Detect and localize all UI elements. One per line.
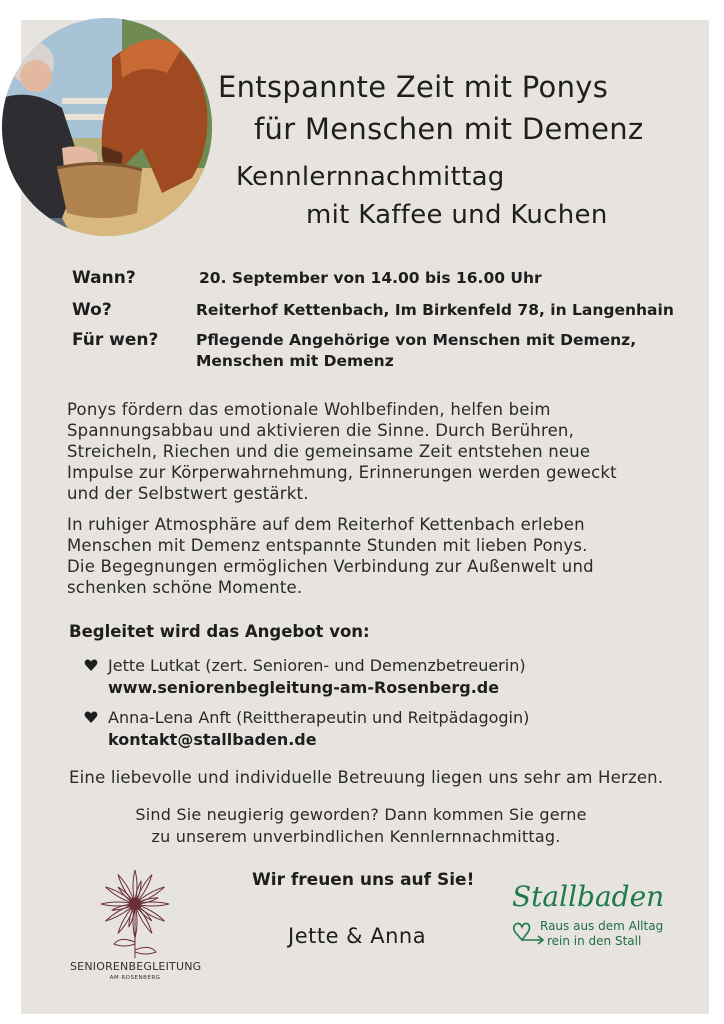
when-label: Wann? bbox=[72, 268, 136, 288]
invitation-text bbox=[0, 804, 724, 848]
subtitle-line-1: Kennlernnachmittag bbox=[236, 162, 505, 192]
where-value: Reiterhof Kettenbach, Im Birkenfeld 78, in Langenhain bbox=[196, 301, 674, 319]
logo-right-tagline-1: Raus aus dem Alltag bbox=[540, 919, 664, 933]
paragraph-line: und der Selbstwert gestärkt. bbox=[67, 484, 309, 503]
paragraph-line: In ruhiger Atmosphäre auf dem Reiterhof Kettenbach erleben bbox=[67, 515, 585, 534]
welcome-text: Wir freuen uns auf Sie! bbox=[252, 870, 475, 890]
heart-icon bbox=[84, 710, 98, 724]
person-name: Anna-Lena Anft (Reittherapeutin und Reitpädagogin) bbox=[108, 708, 530, 727]
invitation-line-1: Sind Sie neugierig geworden? Dann kommen Sie gerne bbox=[135, 805, 587, 824]
photo-woman-feeding-pony bbox=[2, 18, 212, 236]
when-value: 20. September von 14.00 bis 16.00 Uhr bbox=[199, 269, 542, 287]
accompanied-title: Begleitet wird das Angebot von: bbox=[69, 622, 370, 641]
who-value-line-1: Pflegende Angehörige von Menschen mit Demenz, bbox=[196, 331, 637, 349]
paragraph-benefits bbox=[67, 399, 687, 504]
logo-right-tagline-2: rein in den Stall bbox=[547, 934, 642, 948]
paragraph-line: Impulse zur Körperwahrnehmung, Erinnerungen werden geweckt bbox=[67, 463, 617, 482]
paragraph-line: schenken schöne Momente. bbox=[67, 578, 303, 597]
subtitle-line-2: mit Kaffee und Kuchen bbox=[306, 200, 608, 230]
website-link[interactable]: www.seniorenbegleitung-am-Rosenberg.de bbox=[108, 678, 500, 697]
paragraph-line: Streicheln, Riechen und die gemeinsame Zeit entstehen neue bbox=[67, 442, 591, 461]
email-link[interactable]: kontakt@stallbaden.de bbox=[108, 730, 317, 749]
paragraph-line: Menschen mit Demenz entspannte Stunden mit lieben Ponys. bbox=[67, 536, 588, 555]
paragraph-line: Ponys fördern das emotionale Wohlbefinden, helfen beim bbox=[67, 400, 551, 419]
closing-text: Eine liebevolle und individuelle Betreuung liegen uns sehr am Herzen. bbox=[69, 768, 664, 787]
title-line-1: Entspannte Zeit mit Ponys bbox=[218, 70, 609, 104]
signature: Jette & Anna bbox=[288, 924, 427, 948]
paragraph-line: Die Begegnungen ermöglichen Verbindung zur Außenwelt und bbox=[67, 557, 594, 576]
invitation-line-2: zu unserem unverbindlichen Kennlernnachmittag. bbox=[151, 827, 561, 846]
who-label: Für wen? bbox=[72, 330, 159, 350]
person-name: Jette Lutkat (zert. Senioren- und Demenzbetreuerin) bbox=[108, 656, 526, 675]
flower-icon bbox=[70, 862, 200, 958]
logo-stallbaden bbox=[512, 880, 672, 960]
logo-left-text: SENIORENBEGLEITUNG bbox=[70, 960, 202, 973]
where-label: Wo? bbox=[72, 300, 112, 320]
logo-left-subtext: AM ROSENBERG bbox=[109, 975, 161, 981]
paragraph-atmosphere bbox=[67, 514, 687, 598]
title-line-2: für Menschen mit Demenz bbox=[254, 112, 644, 146]
who-value-line-2: Menschen mit Demenz bbox=[196, 352, 394, 370]
logo-seniorenbegleitung bbox=[70, 862, 200, 992]
paragraph-line: Spannungsabbau und aktivieren die Sinne. Durch Berühren, bbox=[67, 421, 575, 440]
heart-icon bbox=[84, 658, 98, 672]
logo-right-brand: Stallbaden bbox=[512, 880, 665, 913]
